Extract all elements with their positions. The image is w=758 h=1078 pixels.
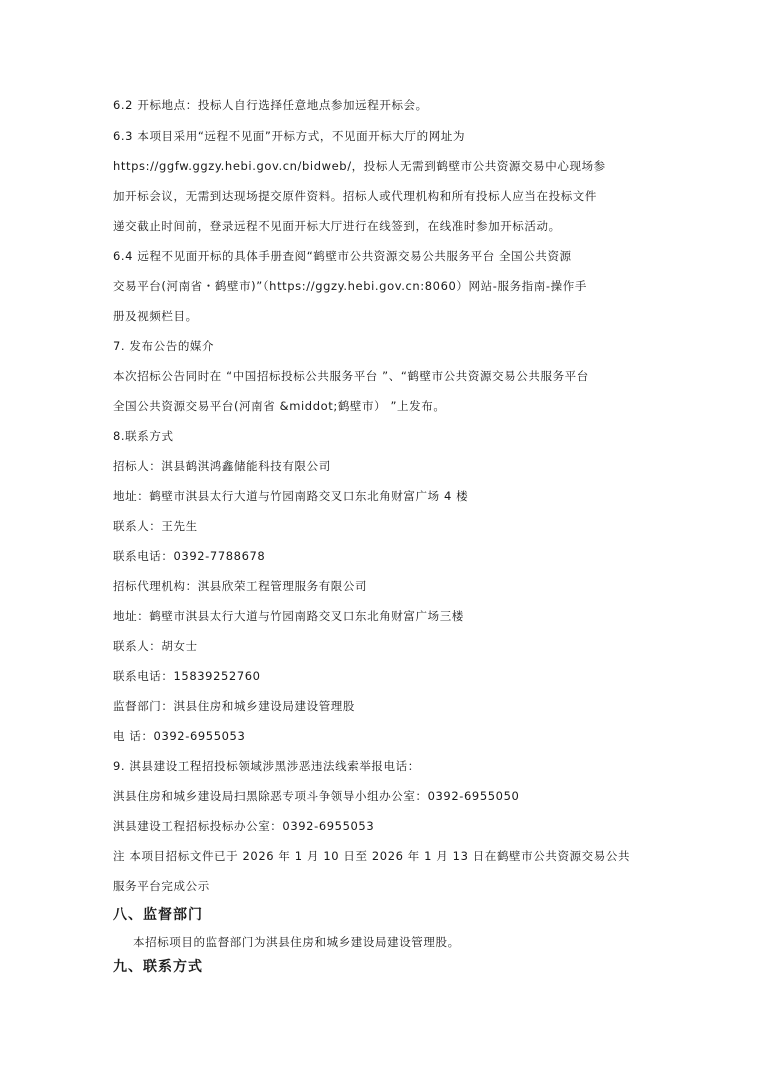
text-line: 联系人：王先生 xyxy=(113,519,198,533)
text-line: 交易平台(河南省・鹤壁市)”（https://ggzy.hebi.gov.cn:8060）网站-服务指南-操作手 xyxy=(113,279,587,293)
text-line: 册及视频栏目。 xyxy=(113,309,198,323)
text-line: 服务平台完成公示 xyxy=(113,879,210,893)
text-line: 淇县住房和城乡建设局扫黑除恶专项斗争领导小组办公室：0392-6955050 xyxy=(113,789,520,803)
text-line: 递交截止时间前，登录远程不见面开标大厅进行在线签到，在线准时参加开标活动。 xyxy=(113,219,561,233)
text-line: 联系电话：15839252760 xyxy=(113,669,261,683)
text-line: 招标代理机构：淇县欣荣工程管理服务有限公司 xyxy=(113,579,368,593)
text-line: 全国公共资源交易平台(河南省 &middot;鹤壁市） ”上发布。 xyxy=(113,399,446,413)
text-line: 地址：鹤壁市淇县太行大道与竹园南路交叉口东北角财富广场 4 楼 xyxy=(113,489,469,503)
text-line: 电 话：0392-6955053 xyxy=(113,729,246,743)
text-line: 9. 淇县建设工程招投标领域涉黑涉恶违法线索举报电话： xyxy=(113,759,420,773)
section-heading-supervision: 八、监督部门 xyxy=(113,907,203,923)
text-line: 6.2 开标地点：投标人自行选择任意地点参加远程开标会。 xyxy=(113,98,428,112)
text-line: 6.4 远程不见面开标的具体手册查阅“鹤壁市公共资源交易公共服务平台 全国公共资源 xyxy=(113,249,572,263)
text-line: 淇县建设工程招标投标办公室：0392-6955053 xyxy=(113,819,375,833)
section-heading-contact: 九、联系方式 xyxy=(113,959,203,975)
text-line: https://ggfw.ggzy.hebi.gov.cn/bidweb/，投标人无需到鹤壁市公共资源交易中心现场参 xyxy=(113,159,606,173)
text-line: 地址：鹤壁市淇县太行大道与竹园南路交叉口东北角财富广场三楼 xyxy=(113,609,464,623)
text-line: 8.联系方式 xyxy=(113,429,174,443)
text-line: 监督部门：淇县住房和城乡建设局建设管理股 xyxy=(113,699,355,713)
text-line: 7. 发布公告的媒介 xyxy=(113,339,215,353)
text-line: 招标人：淇县鹤淇鸿鑫储能科技有限公司 xyxy=(113,459,331,473)
text-line: 联系电话：0392-7788678 xyxy=(113,549,266,563)
text-line: 联系人：胡女士 xyxy=(113,639,198,653)
text-line: 注 本项目招标文件已于 2026 年 1 月 10 日至 2026 年 1 月 13 日在鹤壁市公共资源交易公共 xyxy=(113,849,631,863)
text-line: 6.3 本项目采用“远程不见面”开标方式，不见面开标大厅的网址为 xyxy=(113,129,466,143)
text-line: 加开标会议，无需到达现场提交原件资料。招标人或代理机构和所有投标人应当在投标文件 xyxy=(113,189,597,203)
section-body-supervision: 本招标项目的监督部门为淇县住房和城乡建设局建设管理股。 xyxy=(133,935,460,949)
text-line: 本次招标公告同时在 “中国招标投标公共服务平台 ”、“鹤壁市公共资源交易公共服务平台 xyxy=(113,369,589,383)
